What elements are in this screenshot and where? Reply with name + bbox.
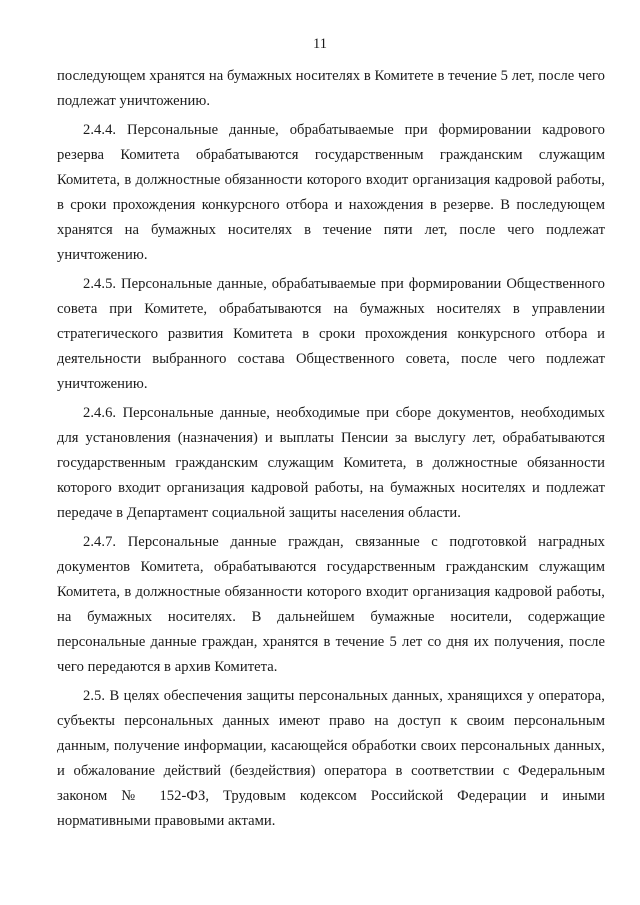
page-number: 11 bbox=[313, 36, 327, 52]
paragraph-2-4-4: 2.4.4. Персональные данные, обрабатываемые при формировании кадрового резерва Комитета обрабатываются государственным гражданским служащим Комитета, в должностные обязанности которого входит организация кадровой работы, в сроки прохождения конкурсного отбора и нахождения в резерве. В последующем хранятся на бумажных носителях в течение пяти лет, после чего подлежат уничтожению. bbox=[57, 122, 605, 263]
paragraph-2-4-6: 2.4.6. Персональные данные, необходимые при сборе документов, необходимых для установления (назначения) и выплаты Пенсии за выслугу лет, обрабатываются государственным гражданским служащим Комитета, в должностные обязанности которого входит организация кадровой работы, на бумажных носителях и подлежат передаче в Департамент социальной защиты населения области. bbox=[57, 405, 605, 521]
paragraph-2-5: 2.5. В целях обеспечения защиты персональных данных, хранящихся у оператора, субъекты персональных данных имеют право на доступ к своим персональным данным, получение информации, касающейся обработки своих персональных данных, и обжалование действий (бездействия) оператора в соответствии с Федеральным законом № 152-ФЗ, Трудовым кодексом Российской Федерации и иными нормативными правовыми актами. bbox=[57, 688, 605, 829]
paragraph-2-4-7: 2.4.7. Персональные данные граждан, связанные с подготовкой наградных документов Комитета, обрабатываются государственным гражданским служащим Комитета, в должностные обязанности которого входит организация кадровой работы, на бумажных носителях. В дальнейшем бумажные носители, содержащие персональные данные граждан, хранятся в течение 5 лет со дня их получения, после чего передаются в архив Комитета. bbox=[57, 534, 605, 675]
paragraph-continuation: последующем хранятся на бумажных носителях в Комитете в течение 5 лет, после чего подлежат уничтожению. bbox=[57, 68, 605, 109]
document-body bbox=[57, 64, 605, 838]
paragraph-2-4-5: 2.4.5. Персональные данные, обрабатываемые при формировании Общественного совета при Комитете, обрабатываются на бумажных носителях в управлении стратегического развития Комитета в сроки прохождения конкурсного отбора и деятельности выбранного состава Общественного совета, после чего подлежат уничтожению. bbox=[57, 276, 605, 392]
